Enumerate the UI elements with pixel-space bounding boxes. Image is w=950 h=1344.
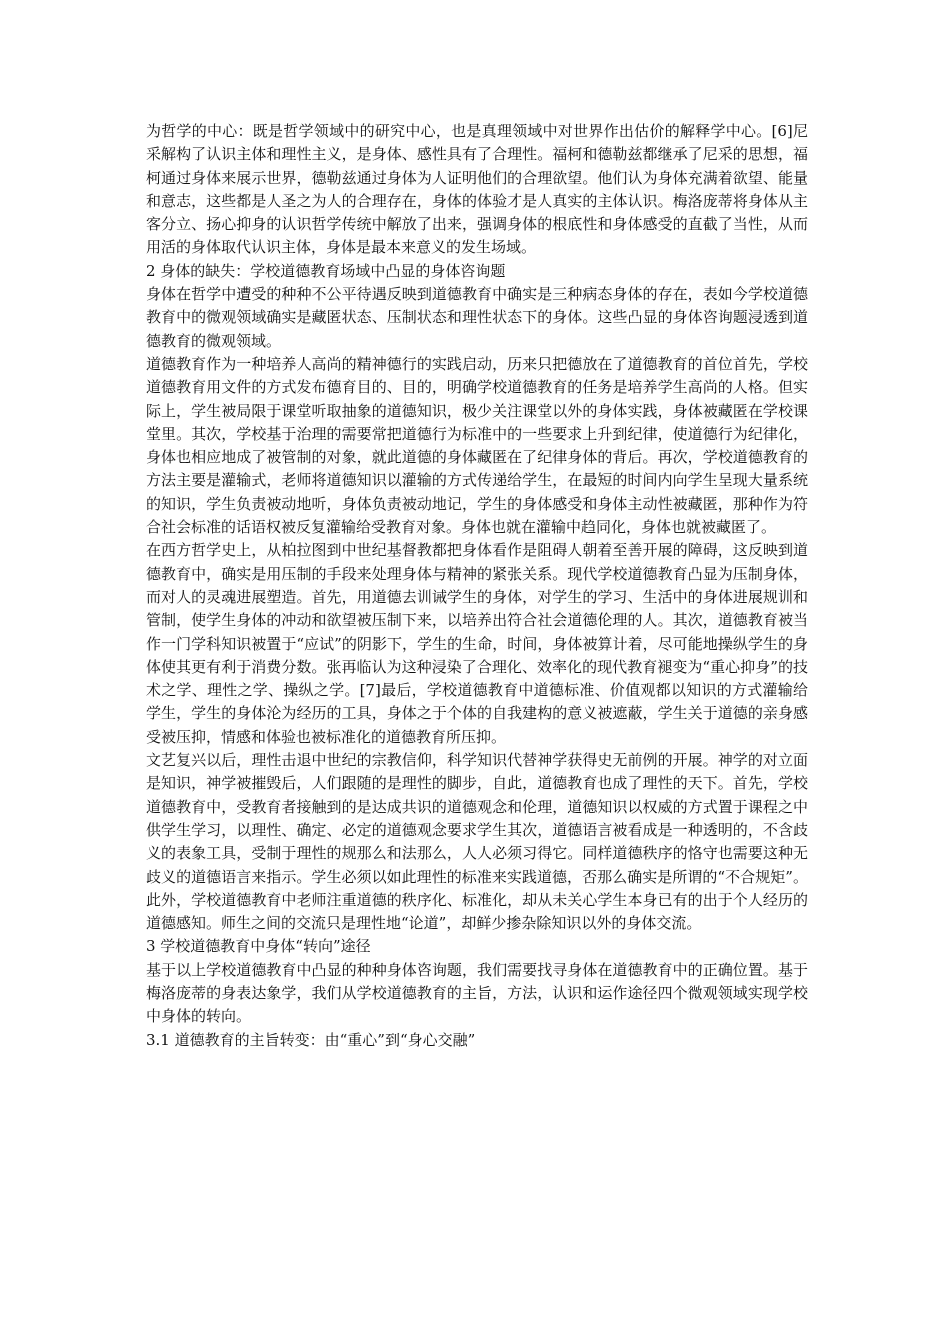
paragraph-hidden-body: 道德教育作为一种培养人高尚的精神德行的实践启动，历来只把德放在了道德教育的首位首先，学校道德教育用文件的方式发布德育目的、目的，明确学校道德教育的任务是培养学生高尚的人格。但实际上，学生被局限于课堂听取抽象的道德知识，极少关注课堂以外的身体实践，身体被藏匿在学校课堂里。其次，学校基于治理的需要常把道德行为标准中的一些要求上升到纪律，使道德行为纪律化，身体也相应地成了被管制的对象，就此道德的身体藏匿在了纪律身体的背后。再次，学校道德教育的方法主要是灌输式，老师将道德知识以灌输的方式传递给学生，在最短的时间内向学生呈现大量系统的知识，学生负责被动地听，身体负责被动地记，学生的身体感受和身体主动性被藏匿，那种作为符合社会标准的话语权被反复灌输给受教育对象。身体也就在灌输中趋同化，身体也就被藏匿了。 [146, 354, 808, 537]
paragraph-body-absence-intro: 身体在哲学中遭受的种种不公平待遇反映到道德教育中确实是三种病态身体的存在，表如今学校道德教育中的微观领域确实是藏匿状态、压制状态和理性状态下的身体。这些凸显的身体咨询题浸透到道德教育的微观领域。 [146, 285, 808, 350]
paragraph-continuation: 为哲学的中心：既是哲学领域中的研究中心，也是真理领域中对世界作出估价的解释学中心。[6]尼采解构了认识主体和理性主义，是身体、感性具有了合理性。福柯和德勒兹都继承了尼采的思想，福柯通过身体来展示世界，德勒兹通过身体为人证明他们的合理欲望。他们认为身体充满着欲望、能量和意志，这些都是人圣之为人的合理存在，身体的体验才是人真实的主体认识。梅洛庞蒂将身体从主客分立、扬心抑身的认识哲学传统中解放了出来，强调身体的根底性和身体感受的直截了当性，从而用活的身体取代认识主体，身体是最本来意义的发生场域。 [146, 122, 808, 257]
section-heading-2: 2 身体的缺失：学校道德教育场域中凸显的身体咨询题 [146, 261, 506, 280]
section-heading-3: 3 学校道德教育中身体“转向”途径 [146, 937, 371, 956]
document-body [146, 120, 808, 1052]
paragraph-suppressed-body: 在西方哲学史上，从柏拉图到中世纪基督教都把身体看作是阻碍人朝着至善开展的障碍，这反映到道德教育中，确实是用压制的手段来处理身体与精神的紧张关系。现代学校道德教育凸显为压制身体，而对人的灵魂进展塑造。首先，用道德去训诫学生的身体，对学生的学习、生活中的身体进展规训和管制，使学生身体的冲动和欲望被压制下来，以培养出符合社会道德伦理的人。其次，道德教育被当作一门学科知识被置于“应试”的阴影下，学生的生命，时间，身体被算计着，尽可能地操纵学生的身体使其更有利于消费分数。张再临认为这种浸染了合理化、效率化的现代教育褪变为“重心抑身”的技术之学、理性之学、操纵之学。[7]最后，学校道德教育中道德标准、价值观都以知识的方式灌输给学生，学生的身体沦为经历的工具，身体之于个体的自我建构的意义被遮蔽，学生关于道德的亲身感受被压抑，情感和体验也被标准化的道德教育所压抑。 [146, 541, 808, 746]
paragraph-rational-body: 文艺复兴以后，理性击退中世纪的宗教信仰，科学知识代替神学获得史无前例的开展。神学的对立面是知识，神学被摧毁后，人们跟随的是理性的脚步，自此，道德教育也成了理性的天下。首先，学校道德教育中，受教育者接触到的是达成共识的道德观念和伦理，道德知识以权威的方式置于课程之中供学生学习，以理性、确定、必定的道德观念要求学生其次，道德语言被看成是一种透明的，不含歧义的表象工具，受制于理性的规那么和法那么，人人必须习得它。同样道德秩序的恪守也需要这种无歧义的道德语言来指示。学生必须以如此理性的标准来实践道德，否那么确实是所谓的“不合规矩”。此外，学校道德教育中老师注重道德的秩序化、标准化，却从未关心学生本身已有的出于个人经历的道德感知。师生之间的交流只是理性地“论道”，却鲜少掺杂除知识以外的身体交流。 [146, 751, 808, 933]
paragraph-turn-intro: 基于以上学校道德教育中凸显的种种身体咨询题，我们需要找寻身体在道德教育中的正确位置。基于梅洛庞蒂的身表达象学，我们从学校道德教育的主旨，方法，认识和运作途径四个微观领域实现学校中身体的转向。 [146, 960, 808, 1026]
subsection-heading-3-1: 3.1 道德教育的主旨转变：由“重心”到“身心交融” [146, 1030, 476, 1049]
